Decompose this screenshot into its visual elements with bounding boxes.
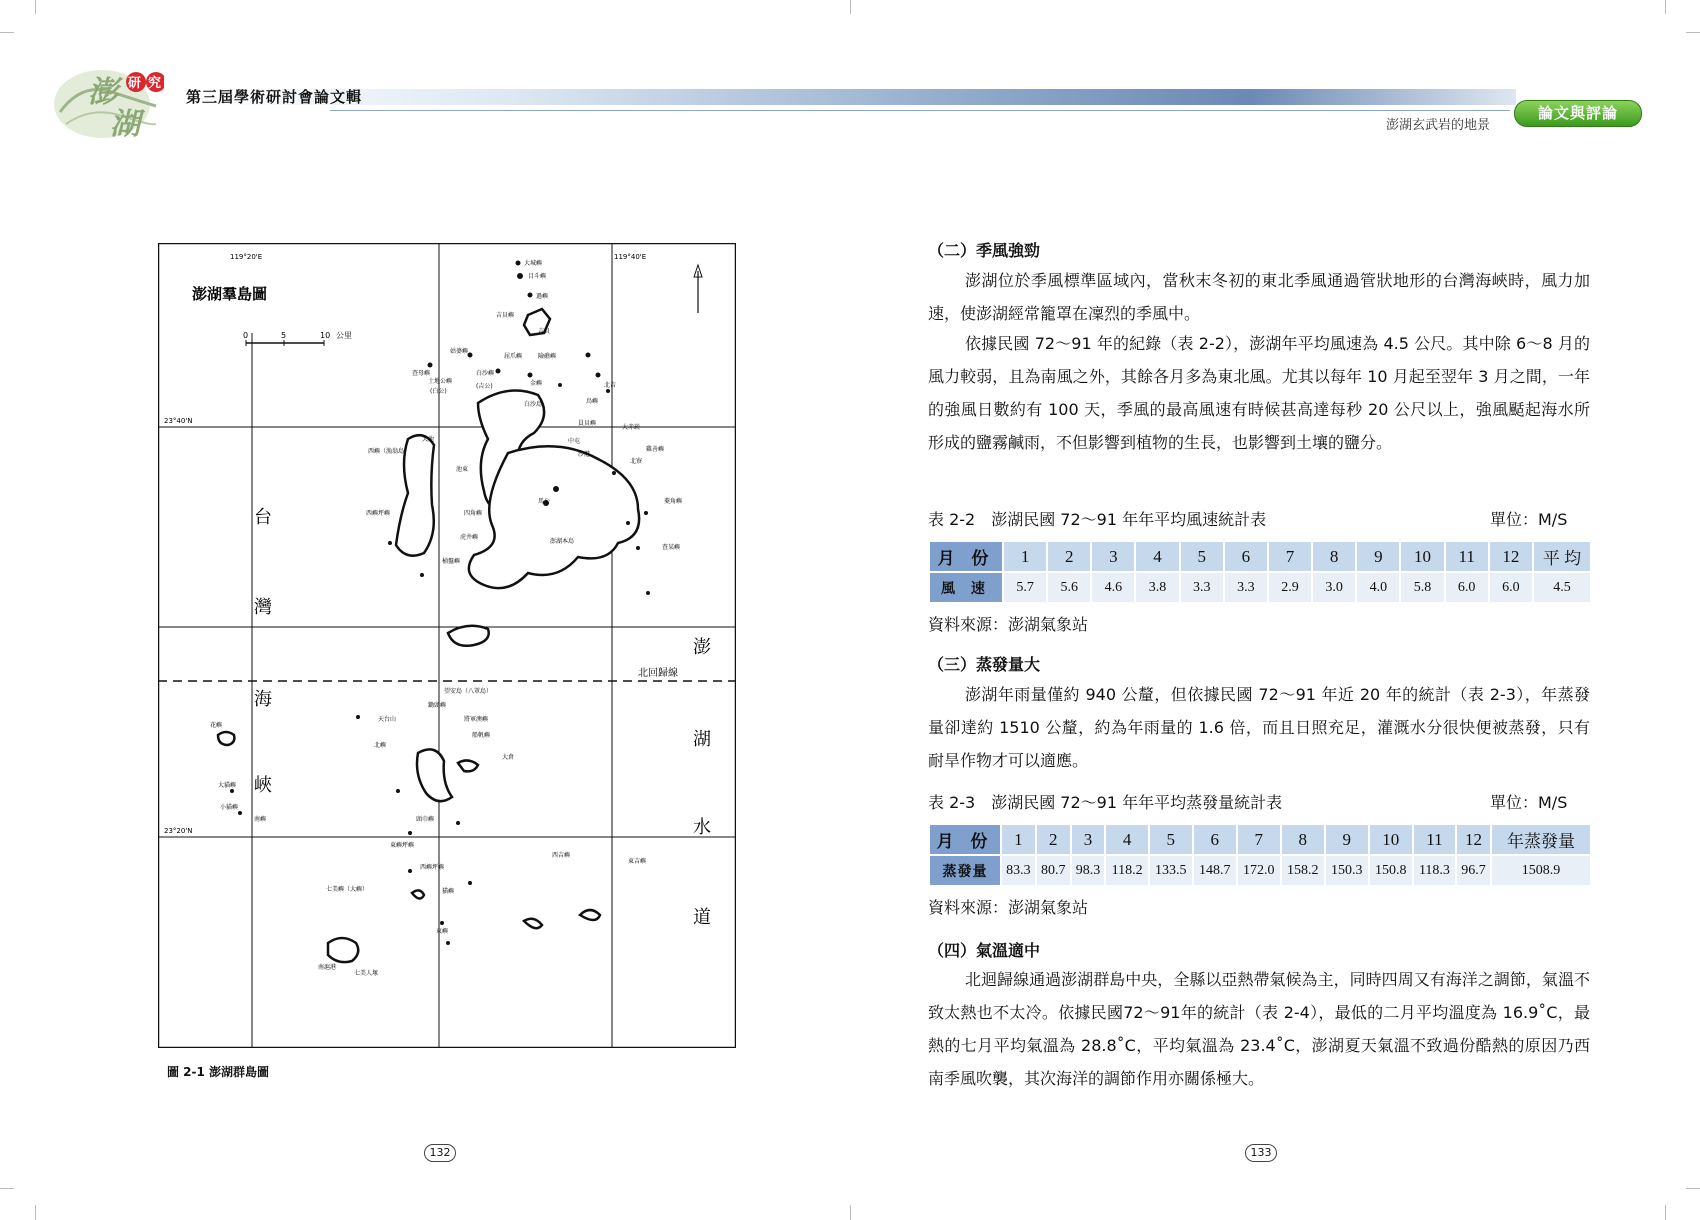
crop-mark xyxy=(35,1205,36,1220)
place-label: 鋤頭嶼 xyxy=(428,702,447,709)
place-label: 大赤崁 xyxy=(622,424,641,431)
crop-mark xyxy=(1686,32,1700,33)
table-unit: 單位：M/S xyxy=(1490,793,1568,812)
table-cell: 3.3 xyxy=(1180,572,1224,603)
place-label: (白公) xyxy=(430,388,447,395)
strait-label: 台 xyxy=(254,507,272,528)
table-cell: 5 xyxy=(1149,824,1193,855)
place-label: 東嶼坪嶼 xyxy=(390,842,415,849)
table-caption: 表 2-2 澎湖民國 72～91 年年平均風速統計表 xyxy=(928,510,1267,529)
place-label: 目斗嶼 xyxy=(528,273,547,280)
table-cell: 150.3 xyxy=(1325,855,1369,886)
tropic-label: 北回歸線 xyxy=(638,668,678,679)
table-cell: 172.0 xyxy=(1237,855,1281,886)
table-cell: 8 xyxy=(1281,824,1325,855)
scale-label: 5 xyxy=(281,331,287,340)
place-label: 東吉嶼 xyxy=(628,858,647,865)
strait-label: 水 xyxy=(693,817,711,838)
penghu-islands-map xyxy=(158,243,736,1048)
table-cell: 10 xyxy=(1369,824,1413,855)
strait-label: 海 xyxy=(254,689,272,710)
place-label: 屈爪嶼 xyxy=(504,353,523,360)
table-cell: 133.5 xyxy=(1149,855,1193,886)
place-label: 北寮 xyxy=(630,458,643,465)
place-label: 北嶼 xyxy=(374,742,387,749)
place-label: 大貓嶼 xyxy=(218,782,237,789)
place-label: 西嶼（漁翁島） xyxy=(368,448,411,455)
table-cell: 4 xyxy=(1105,824,1148,855)
crop-mark xyxy=(35,0,36,14)
table-cell: 3.3 xyxy=(1224,572,1268,603)
table-cell: 5.6 xyxy=(1047,572,1091,603)
place-label: 鳥嶼 xyxy=(586,398,599,405)
table-cell: 1 xyxy=(1003,541,1047,572)
place-label: 土地公嶼 xyxy=(428,378,453,385)
lon-label: 119°40'E xyxy=(614,253,647,261)
lat-label: 23°20'N xyxy=(164,827,193,835)
strait-label: 澎 xyxy=(693,637,711,658)
place-label: 七美人塚 xyxy=(354,970,379,977)
journal-logo xyxy=(52,62,164,140)
table-cell: 83.3 xyxy=(1001,855,1036,886)
place-label: 馬公 xyxy=(538,498,551,505)
table-cell: 4.5 xyxy=(1533,572,1591,603)
article-title: 澎湖玄武岩的地景 xyxy=(1386,118,1491,133)
place-label: 西吉嶼 xyxy=(552,852,571,859)
place-label: 南滬港 xyxy=(318,964,337,971)
table-source: 資料來源：澎湖氣象站 xyxy=(928,615,1089,634)
table-cell: 6 xyxy=(1193,824,1237,855)
place-label: 過嶼 xyxy=(536,293,549,300)
place-label: 大城嶼 xyxy=(524,260,543,267)
place-label: 南嶼 xyxy=(254,816,267,823)
section-badge: 論文與評論 xyxy=(1514,100,1642,127)
paragraph: 北迴歸線通過澎湖群島中央，全縣以亞熱帶氣候為主，同時四周又有海洋之調節，氣溫不致太熱也不太冷。依據民國72～91年的統計（表 2-4），最低的二月平均溫度為 16.9˚C，最熱的七月平均氣溫為 28.8˚C，平均氣溫為 23.4˚C，澎湖夏天氣溫不致過份酷熱的原因乃西南季風吹襲，其次海洋的調節作用亦關係極大。 xyxy=(928,970,1590,1088)
table-cell: 12 xyxy=(1489,541,1533,572)
table-cell: 3.8 xyxy=(1135,572,1179,603)
place-label: 西嶼坪嶼 xyxy=(420,864,445,871)
place-label: 沙港 xyxy=(578,451,591,458)
crop-mark xyxy=(1665,1205,1666,1220)
crop-mark xyxy=(850,1205,851,1220)
lat-label: 23°40'N xyxy=(164,417,193,425)
section-heading: （四）氣溫適中 xyxy=(928,941,1041,960)
table-row xyxy=(929,572,1591,603)
place-label: 花嶼 xyxy=(210,722,223,729)
table-caption: 表 2-3 澎湖民國 72～91 年年平均蒸發量統計表 xyxy=(928,793,1283,812)
table-cell: 2.9 xyxy=(1268,572,1312,603)
table-cell: 7 xyxy=(1268,541,1312,572)
scale-label: 公里 xyxy=(336,331,352,340)
logo-char: 澎 xyxy=(88,75,118,110)
crop-mark xyxy=(850,0,851,14)
place-label: 大倉 xyxy=(502,754,515,761)
figure-caption: 圖 2-1 澎湖群島圖 xyxy=(167,1065,270,1079)
place-label: 東嶼 xyxy=(436,928,449,935)
place-label: 白沙島 xyxy=(524,401,543,408)
table-cell: 6.0 xyxy=(1445,572,1489,603)
logo-char: 研 xyxy=(128,76,142,91)
table-cell: 6 xyxy=(1224,541,1268,572)
place-label: 吉貝嶼 xyxy=(496,312,515,319)
place-label: 北吉 xyxy=(604,382,617,389)
table-row-label: 月 份 xyxy=(929,824,1001,855)
strait-label: 湖 xyxy=(693,729,711,750)
wind-speed-table xyxy=(928,540,1592,604)
place-label: 四角嶼 xyxy=(464,510,483,517)
table-row-label: 風 速 xyxy=(929,572,1003,603)
place-label: 船帆嶼 xyxy=(472,732,491,739)
table-cell: 7 xyxy=(1237,824,1281,855)
table-cell: 1 xyxy=(1001,824,1036,855)
table-cell: 3 xyxy=(1091,541,1135,572)
crop-mark xyxy=(0,1188,14,1189)
table-row xyxy=(929,855,1591,886)
table-cell: 118.2 xyxy=(1105,855,1148,886)
table-cell: 5 xyxy=(1180,541,1224,572)
table-row-label: 月 份 xyxy=(929,541,1003,572)
table-cell: 年蒸發量 xyxy=(1491,824,1591,855)
place-label: (吉公) xyxy=(476,383,493,390)
table-cell: 158.2 xyxy=(1281,855,1325,886)
table-cell: 9 xyxy=(1325,824,1369,855)
place-label: 菱角嶼 xyxy=(664,498,683,505)
table-cell: 4.6 xyxy=(1091,572,1135,603)
table-cell: 5.8 xyxy=(1400,572,1444,603)
place-label: 吉貝 xyxy=(538,328,551,335)
paragraph: 澎湖年雨量僅約 940 公釐，但依據民國 72～91 年近 20 年的統計（表 2-3），年蒸發量卻達約 1510 公釐，約為年雨量的 1.6 倍，而且日照充足，灌溉水分很快便被蒸發，只有耐旱作物才可以適應。 xyxy=(928,685,1590,770)
page-number-left: 132 xyxy=(424,1144,456,1162)
strait-label: 道 xyxy=(693,907,711,928)
table-cell: 平 均 xyxy=(1533,541,1591,572)
table-unit: 單位：M/S xyxy=(1490,510,1568,529)
place-label: 查母嶼 xyxy=(412,370,431,377)
table-cell: 5.7 xyxy=(1003,572,1047,603)
paragraph: 依據民國 72～91 年的紀錄（表 2-2），澎湖年平均風速為 4.5 公尺。其中除 6～8 月的風力較弱，且為南風之外，其餘各月多為東北風。尤其以每年 10 月起至翌年 3 月之間，一年的強風日數約有 100 天，季風的最高風速有時候甚高達每秒 20 公尺以上，強風颳起海水所形成的鹽霧鹹雨，不但影響到植物的生長，也影響到土壤的鹽分。 xyxy=(928,334,1590,452)
header-gradient-bar xyxy=(186,89,1516,105)
table-cell: 9 xyxy=(1356,541,1400,572)
place-label: 頭巾嶼 xyxy=(416,816,435,823)
table-header-row xyxy=(929,824,1591,855)
place-label: 險礁嶼 xyxy=(538,353,557,360)
place-label: 將軍澳嶼 xyxy=(464,716,489,723)
crop-mark xyxy=(1686,1188,1700,1189)
evaporation-table xyxy=(928,823,1592,887)
journal-title: 第三屆學術研討會論文輯 xyxy=(186,88,363,106)
table-cell: 2 xyxy=(1036,824,1071,855)
place-label: 池東 xyxy=(456,466,469,473)
crop-mark xyxy=(1665,0,1666,14)
place-label: 猫嶼 xyxy=(442,888,455,895)
map-title: 澎湖羣島圖 xyxy=(192,285,268,303)
table-cell: 3.0 xyxy=(1312,572,1356,603)
table-source: 資料來源：澎湖氣象站 xyxy=(928,898,1089,917)
place-label: 小貓嶼 xyxy=(220,804,239,811)
table-cell: 8 xyxy=(1312,541,1356,572)
scale-label: 0 xyxy=(243,331,249,340)
place-label: 雞善嶼 xyxy=(646,446,665,453)
header-rule xyxy=(330,110,1510,111)
table-cell: 150.8 xyxy=(1369,855,1413,886)
strait-label: 灣 xyxy=(254,597,272,618)
place-label: 望安島（八罩島） xyxy=(444,688,493,695)
place-label: 白沙嶼 xyxy=(476,370,495,377)
section-heading: （二）季風強勁 xyxy=(928,241,1041,260)
place-label: 桶盤嶼 xyxy=(442,558,461,565)
place-label: 天台山 xyxy=(378,716,397,723)
place-label: 查某嶼 xyxy=(662,544,681,551)
table-cell: 4.0 xyxy=(1356,572,1400,603)
table-cell: 11 xyxy=(1445,541,1489,572)
place-label: 虎井嶼 xyxy=(460,534,479,541)
place-label: 員貝嶼 xyxy=(578,420,597,427)
table-header-row xyxy=(929,541,1591,572)
table-cell: 1508.9 xyxy=(1491,855,1591,886)
place-label: 姑婆嶼 xyxy=(450,348,469,355)
lon-label: 119°20'E xyxy=(230,253,263,261)
table-cell: 11 xyxy=(1413,824,1456,855)
table-cell: 148.7 xyxy=(1193,855,1237,886)
place-label: 七美嶼（大嶼） xyxy=(326,886,369,893)
table-cell: 98.3 xyxy=(1071,855,1106,886)
table-row-label: 蒸發量 xyxy=(929,855,1001,886)
scale-label: 10 xyxy=(320,331,331,340)
strait-label: 峽 xyxy=(254,775,272,796)
table-cell: 118.3 xyxy=(1413,855,1456,886)
table-cell: 2 xyxy=(1047,541,1091,572)
place-label: 金嶼 xyxy=(530,380,543,387)
place-label: 澎湖本島 xyxy=(550,538,575,545)
crop-mark xyxy=(0,32,14,33)
table-cell: 10 xyxy=(1400,541,1444,572)
logo-char: 究 xyxy=(148,76,162,91)
table-cell: 12 xyxy=(1456,824,1491,855)
paragraph: 澎湖位於季風標準區域內，當秋末冬初的東北季風通過管狀地形的台灣海峽時，風力加速，使澎湖經常籠罩在凜烈的季風中。 xyxy=(928,271,1590,323)
place-label: 大池 xyxy=(422,436,435,443)
table-cell: 96.7 xyxy=(1456,855,1491,886)
section-heading: （三）蒸發量大 xyxy=(928,655,1041,674)
table-cell: 6.0 xyxy=(1489,572,1533,603)
place-label: 中屯 xyxy=(568,438,581,445)
logo-char: 湖 xyxy=(110,107,140,140)
table-cell: 80.7 xyxy=(1036,855,1071,886)
table-cell: 4 xyxy=(1135,541,1179,572)
table-cell: 3 xyxy=(1071,824,1106,855)
place-label: 西嶼坪嶼 xyxy=(366,510,391,517)
page-number-right: 133 xyxy=(1245,1144,1277,1162)
